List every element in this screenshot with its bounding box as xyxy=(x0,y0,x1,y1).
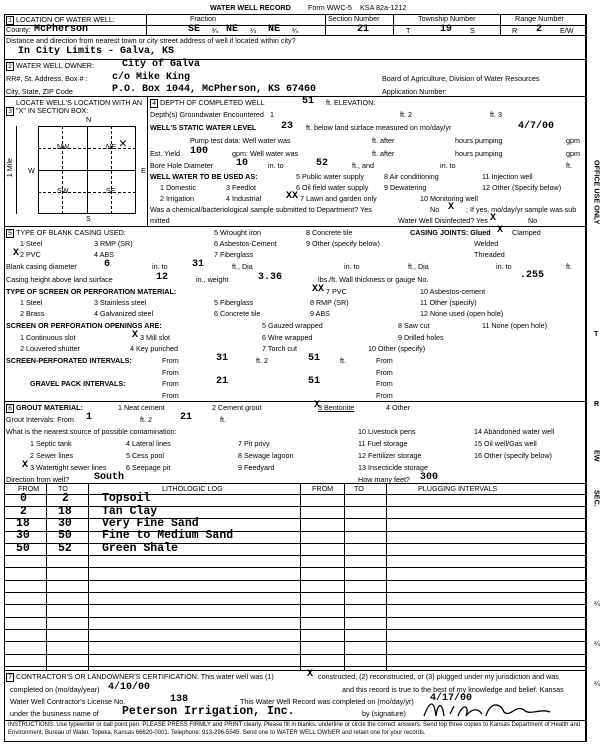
perf-from-label: From xyxy=(162,356,179,365)
s4-header xyxy=(150,99,265,108)
contam-mark: X xyxy=(22,460,29,471)
board-label: Board of Agriculture, Division of Water Resources xyxy=(382,74,540,83)
yield-value[interactable]: 100 xyxy=(190,146,209,157)
log-to-header-2: TO xyxy=(354,484,364,493)
form-title xyxy=(210,4,291,12)
bore-ft-and: ft., and xyxy=(352,161,374,170)
chem-no[interactable]: No xyxy=(430,205,440,214)
business-label: under the business name of xyxy=(10,709,99,718)
cert-rest: constructed, (2) reconstructed, or (3) plugged under my jurisdiction and was xyxy=(318,672,559,681)
casing-2[interactable]: 2 PVC xyxy=(20,250,41,259)
casing-9[interactable]: 9 Other (specify below) xyxy=(306,239,380,248)
grout-label: GROUT MATERIAL: xyxy=(16,403,83,412)
city-value[interactable]: P.O. Box 1044, McPherson, KS 67460 xyxy=(112,84,317,95)
bore-to-value[interactable]: 52 xyxy=(316,158,329,169)
fraction-3[interactable]: NE xyxy=(268,24,281,35)
range-dir: E/W xyxy=(560,26,574,35)
use-7[interactable]: 7 Lawn and garden only xyxy=(300,194,377,203)
range-label: Range Number xyxy=(515,14,564,23)
static-date[interactable]: 4/7/00 xyxy=(518,121,555,132)
contam-1[interactable]: 1 Septic tank xyxy=(30,439,72,448)
section-value[interactable]: 21 xyxy=(357,24,370,35)
open-10[interactable]: 10 Other (specify) xyxy=(368,344,426,353)
bore-in-to: in. to xyxy=(268,161,284,170)
screen-9[interactable]: 9 ABS xyxy=(310,309,330,318)
use-6[interactable]: 6 Oil field water supply xyxy=(296,183,369,192)
township-label: Township Number xyxy=(418,14,476,23)
blank-in-to-3: in. to xyxy=(496,262,512,271)
casing-label: TYPE OF BLANK CASING USED: xyxy=(16,228,126,237)
bore-value[interactable]: 10 xyxy=(236,158,249,169)
bore-ft: ft. xyxy=(566,161,572,170)
pump-hours: hours pumping xyxy=(455,136,503,145)
blank-dia-2: ft., Dia xyxy=(232,262,253,271)
perf-from[interactable]: 31 xyxy=(216,353,229,364)
use-11[interactable]: 11 Injection well xyxy=(482,172,533,181)
perf-ft: ft. xyxy=(340,356,346,365)
instructions: INSTRUCTIONS: Use typewriter or ball point pen. PLEASE PRESS FIRMLY and PRINT clearly. Please fill in blanks, underline or circle the correct answers. Send top three copies to Kansas Department of Health and Environment, Bureau of Water, Topeka, Kansas 66620-0001. Telephone: 913-296-5545. Send one to WATER WELL OWNER and retain one for your records. xyxy=(8,722,581,736)
side-t: T xyxy=(594,329,599,338)
completed-label: completed on (mo/day/year) xyxy=(10,685,100,694)
record-label: This Water Well Record was completed on (mo/day/yr) xyxy=(240,697,414,706)
use-9[interactable]: 9 Dewatering xyxy=(384,183,427,192)
screen-4[interactable]: 4 Galvanized steel xyxy=(94,309,154,318)
yield-hours: hours pumping xyxy=(455,149,503,158)
township-value[interactable]: 19 xyxy=(440,24,453,35)
use-1[interactable]: 1 Domestic xyxy=(160,183,196,192)
yield-ft-after: ft. after xyxy=(372,149,395,158)
open-1[interactable]: 1 Continuous slot xyxy=(20,333,76,342)
casing-4[interactable]: 4 ABS xyxy=(94,250,114,259)
welded[interactable]: Welded xyxy=(474,239,499,248)
gravel-label: GRAVEL PACK INTERVALS: xyxy=(30,379,126,388)
feet-label: How many feet? xyxy=(358,475,410,484)
log-row-2-desc[interactable]: Tan Clay xyxy=(102,505,158,518)
true-text: and this record is true to the best of my knowledge and belief. Kansas xyxy=(342,685,564,694)
fraction-label: Fraction xyxy=(190,14,216,23)
city-label: City, State, ZIP Code xyxy=(6,87,73,96)
quarter-1: ¼ xyxy=(212,26,218,35)
distance-value[interactable]: In City Limits - Galva, KS xyxy=(18,46,175,57)
log-grid-line xyxy=(4,543,586,544)
contam-9[interactable]: 9 Feedyard xyxy=(238,463,275,472)
casing-8[interactable]: 8 Concrete tile xyxy=(306,228,353,237)
casing-mark: X xyxy=(13,248,20,259)
log-grid-line xyxy=(4,567,586,568)
threaded[interactable]: Threaded xyxy=(474,250,505,259)
clamped[interactable]: Clamped xyxy=(512,228,541,237)
open-7[interactable]: 7 Torch cut xyxy=(262,344,298,353)
grout-4[interactable]: 4 Other xyxy=(386,403,410,412)
contam-10[interactable]: 10 Livestock pens xyxy=(358,427,416,436)
fraction-1[interactable]: SE xyxy=(188,24,201,35)
cert-mark: X xyxy=(307,669,314,680)
casing-5[interactable]: 5 Wrought iron xyxy=(214,228,262,237)
contam-16[interactable]: 16 Other (specify below) xyxy=(474,451,552,460)
log-row-4-desc[interactable]: Fine to Medium Sand xyxy=(102,529,234,542)
chem-rest: ; If yes, mo/day/yr sample was sub xyxy=(466,205,577,214)
side-q2: ¼ xyxy=(594,639,600,648)
log-row-3-to[interactable]: 30 xyxy=(58,517,72,530)
log-grid-line xyxy=(4,666,586,667)
mitted: mitted xyxy=(150,216,170,225)
casing-6[interactable]: 6 Asbestos-Cement xyxy=(214,239,277,248)
contam-label: What is the nearest source of possible contamination: xyxy=(6,427,177,436)
open-6[interactable]: 6 Wire wrapped xyxy=(262,333,313,342)
open-5[interactable]: 5 Gauzed wrapped xyxy=(262,321,323,330)
screen-11[interactable]: 11 Other (specify) xyxy=(420,298,477,307)
log-grid-line xyxy=(4,654,586,655)
gravel-from-4: From xyxy=(376,391,393,400)
completed-value[interactable]: 4/10/00 xyxy=(108,682,151,693)
contam-4[interactable]: 4 Lateral lines xyxy=(126,439,171,448)
contam-2[interactable]: 2 Sewer lines xyxy=(30,451,74,460)
mile-label: 1 Mile xyxy=(5,158,14,178)
gravel-from-3: From xyxy=(162,391,179,400)
screen-7[interactable]: 7 PVC xyxy=(326,287,347,296)
ksa-ref: KSA 82a-1212 xyxy=(360,3,407,12)
use-mark: XX xyxy=(286,191,299,202)
side-sec: SEC. xyxy=(592,490,602,507)
height-value[interactable]: 12 xyxy=(156,272,169,283)
perf-ft-to: ft. 2 xyxy=(256,356,268,365)
blank-dia-label: Blank casing diameter xyxy=(6,262,77,271)
s6-header xyxy=(6,404,83,413)
weight-value[interactable]: 3.36 xyxy=(258,272,283,283)
use-12[interactable]: 12 Other (Specify below) xyxy=(482,183,562,192)
glued-mark: X xyxy=(497,225,504,236)
grout-1[interactable]: 1 Neat cement xyxy=(118,403,165,412)
gw-2: ft. 2 xyxy=(400,110,412,119)
log-row-5-desc[interactable]: Green Shale xyxy=(102,542,178,555)
gravel-from-2: From xyxy=(376,379,393,388)
s1-num: 1 xyxy=(6,16,14,25)
gw-label: Depth(s) Groundwater Encountered xyxy=(150,110,264,119)
quad-nw: NW xyxy=(57,142,69,151)
gravel-from[interactable]: 21 xyxy=(216,376,229,387)
log-from-header: FROM xyxy=(18,484,40,493)
pump-gpm: gpm xyxy=(566,136,580,145)
fraction-2[interactable]: NE xyxy=(226,24,239,35)
wall-value[interactable]: .255 xyxy=(520,270,545,281)
quarter-3: ¼ xyxy=(292,26,298,35)
screen-8[interactable]: 8 RMP (SR) xyxy=(310,298,349,307)
yield-gpm-unit: gpm xyxy=(566,149,580,158)
s3-num: 3 xyxy=(6,107,14,116)
gravel-to[interactable]: 51 xyxy=(308,376,321,387)
direction-label: Direction from well? xyxy=(6,475,70,484)
use-4[interactable]: 4 Industrial xyxy=(226,194,262,203)
perf-label: SCREEN-PERFORATED INTERVALS: xyxy=(6,356,132,365)
log-plug-header: PLUGGING INTERVALS xyxy=(418,484,498,493)
contam-6[interactable]: 6 Seepage pit xyxy=(126,463,171,472)
contam-14[interactable]: 14 Abandoned water well xyxy=(474,427,555,436)
static-label: WELL'S STATIC WATER LEVEL xyxy=(150,123,257,132)
log-row-5-from[interactable]: 50 xyxy=(16,542,30,555)
address-value[interactable]: c/o Mike King xyxy=(112,72,191,83)
blank-in-to: in. to xyxy=(152,262,168,271)
s2-num: 2 xyxy=(6,62,14,71)
use-10[interactable]: 10 Monitoring well xyxy=(420,194,478,203)
gravel-from-label: From xyxy=(162,379,179,388)
open-mark: X xyxy=(132,330,139,341)
use-3[interactable]: 3 Feedlot xyxy=(226,183,256,192)
static-value[interactable]: 23 xyxy=(281,121,294,132)
grout-ft-from: ft. xyxy=(220,415,226,424)
side-q3: ¼ xyxy=(594,679,600,688)
perf-to[interactable]: 51 xyxy=(308,353,321,364)
location-mark: ✕ xyxy=(119,136,127,151)
lbs-label: lbs./ft. Wall thickness or gauge No. xyxy=(318,275,429,284)
section-label: Section Number xyxy=(328,14,380,23)
log-row-3-from[interactable]: 18 xyxy=(16,517,30,530)
range-value[interactable]: 2 xyxy=(536,24,543,35)
screen-3[interactable]: 3 Stainless steel xyxy=(94,298,147,307)
casing-1[interactable]: 1 Steel xyxy=(20,239,43,248)
screen-label: TYPE OF SCREEN OR PERFORATION MATERIAL: xyxy=(6,287,177,296)
screen-2[interactable]: 2 Brass xyxy=(20,309,45,318)
by-signature: by (signature) xyxy=(362,709,406,718)
s1-label: LOCATION OF WATER WELL: xyxy=(16,15,115,24)
contam-13[interactable]: 13 Insecticide storage xyxy=(358,463,428,472)
blank-in-to-2: in. to xyxy=(344,262,360,271)
elevation-label: ft. ELEVATION: xyxy=(326,98,376,107)
grout-2[interactable]: 2 Cement grout xyxy=(212,403,262,412)
license-label: Water Well Contractor's License No. xyxy=(10,697,126,706)
screen-mark: XX xyxy=(312,284,325,295)
s5-header xyxy=(6,229,126,238)
log-from-header-2: FROM xyxy=(312,484,334,493)
log-row-2-to[interactable]: 18 xyxy=(58,505,72,518)
grout-intervals-label: Grout Intervals: From xyxy=(6,415,74,424)
log-litho-header: LITHOLOGIC LOG xyxy=(162,484,223,493)
chem-mark: X xyxy=(448,202,455,213)
log-row-5-to[interactable]: 52 xyxy=(58,542,72,555)
screen-1[interactable]: 1 Steel xyxy=(20,298,43,307)
grout-to[interactable]: 21 xyxy=(180,412,193,423)
compass-s: S xyxy=(86,214,91,223)
distance-label: Distance and direction from nearest town or city street address of well if located within city? xyxy=(6,36,296,45)
log-grid-line xyxy=(4,641,586,642)
log-grid-line xyxy=(4,617,586,618)
side-ew: EW xyxy=(592,450,602,462)
casing-3[interactable]: 3 RMP (SR) xyxy=(94,239,133,248)
blank-dia-value[interactable]: 6 xyxy=(104,259,111,270)
quad-se: SE xyxy=(106,186,116,195)
grout-ft-to: ft. 2 xyxy=(140,415,152,424)
log-grid-line xyxy=(4,506,586,507)
depth-value[interactable]: 51 xyxy=(302,96,315,107)
screen-10[interactable]: 10 Asbestos-cement xyxy=(420,287,486,296)
gw-1: 1 xyxy=(270,110,274,119)
use-2[interactable]: 2 Irrigation xyxy=(160,194,194,203)
s3-label: LOCATE WELL'S LOCATION WITH AN "X" IN SECTION BOX: xyxy=(16,98,143,116)
weight-label: in., weight xyxy=(196,275,229,284)
disinfected-mark: X xyxy=(490,213,497,224)
screen-12[interactable]: 12 None used (open hole) xyxy=(420,309,504,318)
static-rest: ft. below land surface measured on mo/day/yr xyxy=(306,123,452,132)
screen-6[interactable]: 6 Concrete tile xyxy=(214,309,261,318)
s2-label: WATER WELL OWNER: xyxy=(16,61,94,70)
log-row-1-desc[interactable]: Topsoil xyxy=(102,492,151,505)
blank-to-value[interactable]: 31 xyxy=(192,259,205,270)
blank-dia-3: ft., Dia xyxy=(408,262,429,271)
cert-label: CONTRACTOR'S OR LANDOWNER'S CERTIFICATION: This water well was (1) xyxy=(16,672,274,681)
gw-3: ft. 3 xyxy=(490,110,502,119)
form-frame xyxy=(4,14,586,742)
disinfected-no[interactable]: No xyxy=(528,216,538,225)
form-number: Form WWC-5 xyxy=(308,3,352,12)
grout-mark: X xyxy=(314,400,321,411)
s6-num: 6 xyxy=(6,404,14,413)
log-grid-line xyxy=(4,580,586,581)
bore-label: Bore Hole Diameter xyxy=(150,161,214,170)
record-date[interactable]: 4/17/00 xyxy=(430,693,473,704)
range-r: R xyxy=(512,26,518,35)
yield-gpm: gpm: Well water was xyxy=(232,149,299,158)
rr-label: RR#, St. Address, Box # : xyxy=(6,74,88,83)
log-row-4-from[interactable]: 30 xyxy=(16,529,30,542)
log-grid-line xyxy=(4,592,586,593)
contam-12[interactable]: 12 Fertilizer storage xyxy=(358,451,422,460)
s5-num: 5 xyxy=(6,229,14,238)
county-value[interactable]: McPherson xyxy=(34,24,89,35)
use-8[interactable]: 8 Air conditioning xyxy=(384,172,439,181)
chem-label: Was a chemical/bacteriological sample submitted to Department? Yes xyxy=(150,205,372,214)
depth-label: DEPTH OF COMPLETED WELL xyxy=(160,98,265,107)
open-8[interactable]: 8 Saw cut xyxy=(398,321,430,330)
contam-8[interactable]: 8 Sewage lagoon xyxy=(238,451,294,460)
pump-ft-after: ft. after xyxy=(372,136,395,145)
business-value[interactable]: Peterson Irrigation, Inc. xyxy=(122,705,295,718)
compass-n: N xyxy=(86,115,92,124)
casing-7[interactable]: 7 Fiberglass xyxy=(214,250,254,259)
owner-value[interactable]: City of Galva xyxy=(122,59,201,70)
township-dir: S xyxy=(470,26,475,35)
s2-header xyxy=(6,62,94,71)
open-11[interactable]: 11 None (open hole) xyxy=(482,321,547,330)
joints-label: CASING JOINTS: Glued xyxy=(410,228,491,237)
disinfected-label: Water Well Disinfected? Yes xyxy=(398,216,488,225)
quarter-2: ¼ xyxy=(250,26,256,35)
open-3[interactable]: 3 Mill slot xyxy=(140,333,170,342)
s7-num: 7 xyxy=(6,673,14,682)
blank-ft: ft. xyxy=(566,262,572,271)
perf-from-4: From xyxy=(376,368,393,377)
open-2[interactable]: 2 Louvered shutter xyxy=(20,344,80,353)
contam-3[interactable]: 3 Watertight sewer lines xyxy=(30,463,107,472)
compass-w: W xyxy=(28,166,35,175)
grout-from[interactable]: 1 xyxy=(86,412,93,423)
use-5[interactable]: 5 Public water supply xyxy=(296,172,364,181)
openings-label: SCREEN OR PERFORATION OPENINGS ARE: xyxy=(6,321,162,330)
use-label: WELL WATER TO BE USED AS: xyxy=(150,172,258,181)
direction-value[interactable]: South xyxy=(94,472,125,483)
contam-15[interactable]: 15 Oil well/Gas well xyxy=(474,439,537,448)
pump-label: Pump test data: Well water was xyxy=(190,136,291,145)
contam-11[interactable]: 11 Fuel storage xyxy=(358,439,408,448)
perf-from-3: From xyxy=(162,368,179,377)
log-grid-line xyxy=(4,629,586,630)
compass-e: E xyxy=(141,166,146,175)
feet-value[interactable]: 300 xyxy=(420,472,439,483)
log-grid-line xyxy=(4,518,586,519)
application-label: Application Number: xyxy=(382,87,447,96)
grout-3[interactable]: 3 Bentonite xyxy=(318,403,355,412)
office-use-label: OFFICE USE ONLY xyxy=(592,160,602,225)
log-row-4-to[interactable]: 50 xyxy=(58,529,72,542)
log-to-header: TO xyxy=(58,484,68,493)
screen-5[interactable]: 5 Fiberglass xyxy=(214,298,254,307)
log-grid-line xyxy=(4,531,586,532)
license-value[interactable]: 138 xyxy=(170,694,189,705)
log-row-3-desc[interactable]: Very Fine Sand xyxy=(102,517,199,530)
perf-from-2: From xyxy=(376,356,393,365)
contam-5[interactable]: 5 Cess pool xyxy=(126,451,164,460)
quad-sw: SW xyxy=(57,186,69,195)
open-4[interactable]: 4 Key punched xyxy=(130,344,178,353)
county-label: County: xyxy=(6,25,31,34)
open-9[interactable]: 9 Drilled holes xyxy=(398,333,444,342)
quad-ne: NE xyxy=(106,142,116,151)
s3-header xyxy=(6,99,146,116)
log-row-1-from[interactable]: 0 xyxy=(20,492,27,505)
title-text: WATER WELL RECORD xyxy=(210,3,291,12)
contam-7[interactable]: 7 Pit privy xyxy=(238,439,270,448)
side-r: R xyxy=(594,399,600,408)
log-row-1-to[interactable]: 2 xyxy=(62,492,69,505)
yield-label: Est. Yield xyxy=(150,149,180,158)
s7-header xyxy=(6,673,274,682)
height-label: Casing height above land surface xyxy=(6,275,113,284)
township-t: T xyxy=(406,26,411,35)
log-grid-line xyxy=(4,604,586,605)
s4-num: 4 xyxy=(150,99,158,108)
side-q1: ¼ xyxy=(594,599,600,608)
log-row-2-from[interactable]: 2 xyxy=(20,505,27,518)
bore-in-to-2: in. to xyxy=(440,161,456,170)
log-grid-line xyxy=(4,555,586,556)
